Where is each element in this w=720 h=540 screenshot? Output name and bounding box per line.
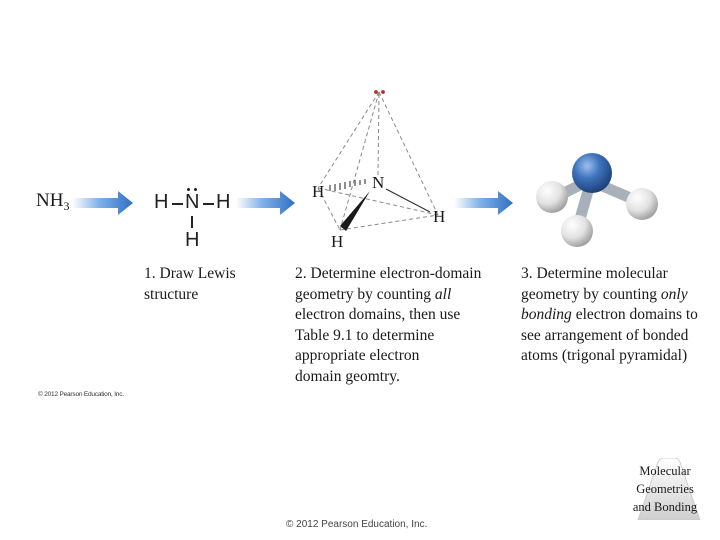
- step-line: 1. Draw Lewis: [144, 265, 236, 282]
- step-line: geometry by counting only: [521, 285, 688, 303]
- ball-and-stick-model: [528, 140, 668, 255]
- step-line: appropriate electron: [295, 347, 420, 364]
- formula-nh3: [36, 190, 69, 214]
- nitrogen-atom: [572, 153, 612, 193]
- step-line: structure: [144, 285, 199, 303]
- chapter-tab-label: [626, 462, 704, 516]
- lewis-structure: [150, 178, 240, 253]
- formula-base: NH: [36, 190, 64, 211]
- lewis-h-bottom: H: [185, 229, 200, 251]
- tab-line: Geometries: [636, 482, 694, 496]
- step-2-caption: [295, 264, 481, 387]
- step-line: 3. Determine molecular: [521, 265, 668, 282]
- step-line: see arrangement of bonded: [521, 326, 689, 344]
- tetrahedral-geometry-diagram: [300, 80, 460, 255]
- lewis-bond-left: [172, 203, 183, 205]
- hydrogen-atom: [626, 188, 658, 220]
- formula-subscript: 3: [63, 199, 70, 213]
- lewis-h-right: H: [216, 191, 231, 213]
- lewis-n-center: N: [185, 191, 200, 213]
- step-1-caption: [144, 264, 236, 305]
- lone-pair-dot: [381, 90, 385, 94]
- tab-line: Molecular: [639, 464, 691, 478]
- step-line: domain geomtry.: [295, 367, 400, 385]
- lewis-bond-right: [203, 203, 214, 205]
- step-line: 2. Determine electron-domain: [295, 265, 482, 282]
- lewis-h-left: H: [154, 191, 169, 213]
- tet-h-left: H: [312, 182, 325, 201]
- lone-pair-dot: [187, 188, 190, 191]
- tet-n-label: N: [372, 173, 385, 192]
- lewis-bond-bottom: [191, 216, 193, 228]
- arrow-right-icon: [454, 190, 514, 216]
- arrow-right-icon: [72, 190, 134, 216]
- step-line: bonding electron domains to: [521, 306, 698, 323]
- hydrogen-atom: [561, 215, 593, 247]
- step-line: electron domains, then use: [295, 306, 461, 323]
- tab-line: and Bonding: [632, 500, 698, 514]
- arrow-right-icon: [236, 190, 296, 216]
- step-line: geometry by counting all: [295, 285, 452, 303]
- copyright-small: © 2012 Pearson Education, Inc.: [38, 391, 124, 398]
- tet-h-bottom: H: [331, 232, 344, 251]
- step-3-caption: [521, 264, 698, 367]
- tet-h-right: H: [433, 207, 446, 226]
- copyright-footer: © 2012 Pearson Education, Inc.: [286, 519, 428, 530]
- step-line: Table 9.1 to determine: [295, 326, 435, 344]
- lone-pair-dot: [194, 188, 197, 191]
- hydrogen-atom: [536, 181, 568, 213]
- lone-pair-dot: [374, 90, 378, 94]
- step-line: atoms (trigonal pyramidal): [521, 347, 688, 364]
